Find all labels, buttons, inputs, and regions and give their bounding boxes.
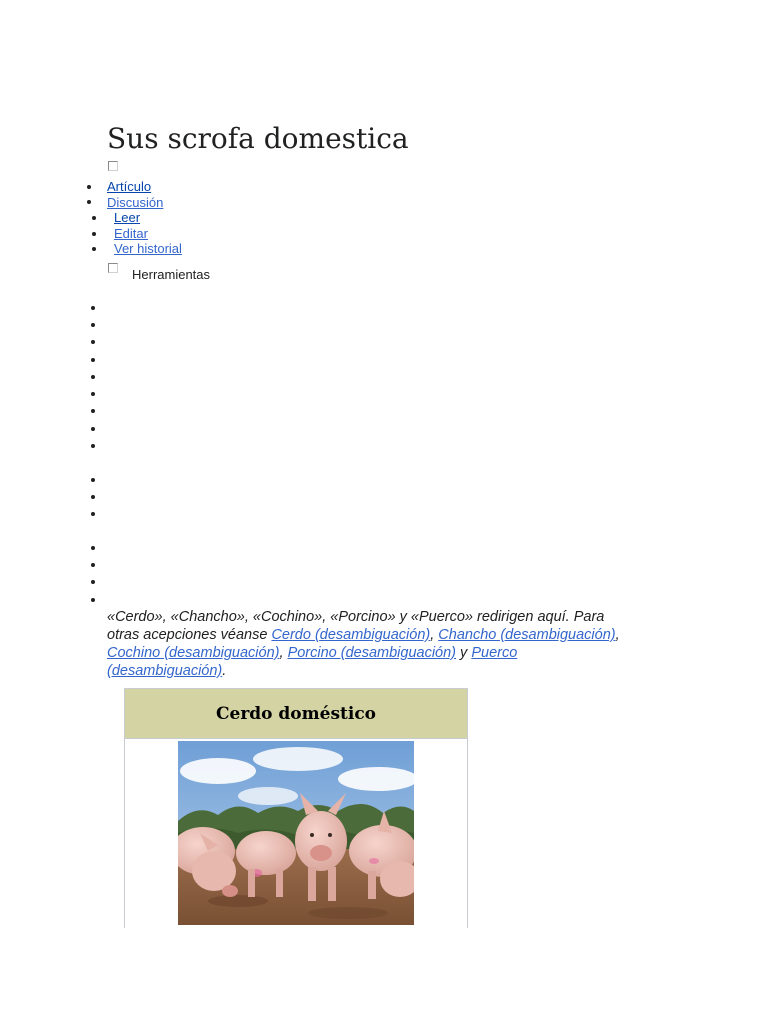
hatnote-separator: . — [222, 663, 227, 679]
empty-list-bullet — [91, 512, 95, 516]
empty-list-bullet — [91, 495, 95, 499]
hatnote-link-cochino[interactable]: Cochino (desambiguación) — [107, 645, 280, 661]
hatnote-separator: , — [279, 645, 288, 661]
infobox — [124, 688, 468, 928]
empty-list-bullet — [91, 598, 95, 602]
tab-leer[interactable]: Leer — [114, 210, 141, 225]
empty-list-bullet — [91, 358, 95, 362]
domestic-pigs-photo[interactable] — [178, 741, 414, 925]
empty-list-bullet — [91, 444, 95, 448]
empty-list-bullet — [91, 546, 95, 550]
page-title: Sus scrofa domestica — [107, 122, 409, 155]
empty-list-bullet — [91, 306, 95, 310]
list-bullet — [92, 247, 96, 251]
empty-list-bullet — [91, 375, 95, 379]
hatnote-separator: , — [430, 627, 439, 643]
empty-list-bullet — [91, 323, 95, 327]
tools-menu-checkbox[interactable] — [108, 263, 118, 273]
tools-menu-label[interactable]: Herramientas — [132, 267, 211, 282]
hatnote-text: «Cerdo», «Chancho», «Cochino», «Porcino» y «Puerco» redirigen aquí. Para otras acepciones véanse — [107, 609, 605, 643]
list-bullet — [92, 232, 96, 236]
list-bullet — [92, 216, 96, 220]
page-menu-checkbox[interactable] — [108, 161, 118, 171]
empty-list-bullet — [91, 563, 95, 567]
list-bullet — [87, 185, 91, 189]
infobox-title: Cerdo doméstico — [125, 689, 467, 739]
hatnote-link-porcino[interactable]: Porcino (desambiguación) — [287, 645, 457, 661]
hatnote-link-cerdo[interactable]: Cerdo (desambiguación) — [271, 627, 431, 643]
pigs-illustration — [178, 741, 414, 925]
empty-list-bullet — [91, 427, 95, 431]
tab-editar[interactable]: Editar — [114, 226, 148, 241]
list-bullet — [87, 200, 91, 204]
tab-articulo[interactable]: Artículo — [107, 179, 152, 194]
hatnote-separator: y — [456, 645, 472, 661]
empty-list-bullet — [91, 580, 95, 584]
hatnote-link-chancho[interactable]: Chancho (desambiguación) — [438, 627, 616, 643]
hatnote — [107, 608, 632, 680]
empty-list-bullet — [91, 478, 95, 482]
tab-ver-historial[interactable]: Ver historial — [114, 241, 182, 256]
empty-list-bullet — [91, 340, 95, 344]
empty-list-bullet — [91, 409, 95, 413]
hatnote-separator: , — [615, 627, 620, 643]
tab-discusion[interactable]: Discusión — [107, 195, 164, 210]
empty-list-bullet — [91, 392, 95, 396]
hatnote-link-puerco[interactable]: Puerco (desambiguación) — [107, 645, 518, 679]
